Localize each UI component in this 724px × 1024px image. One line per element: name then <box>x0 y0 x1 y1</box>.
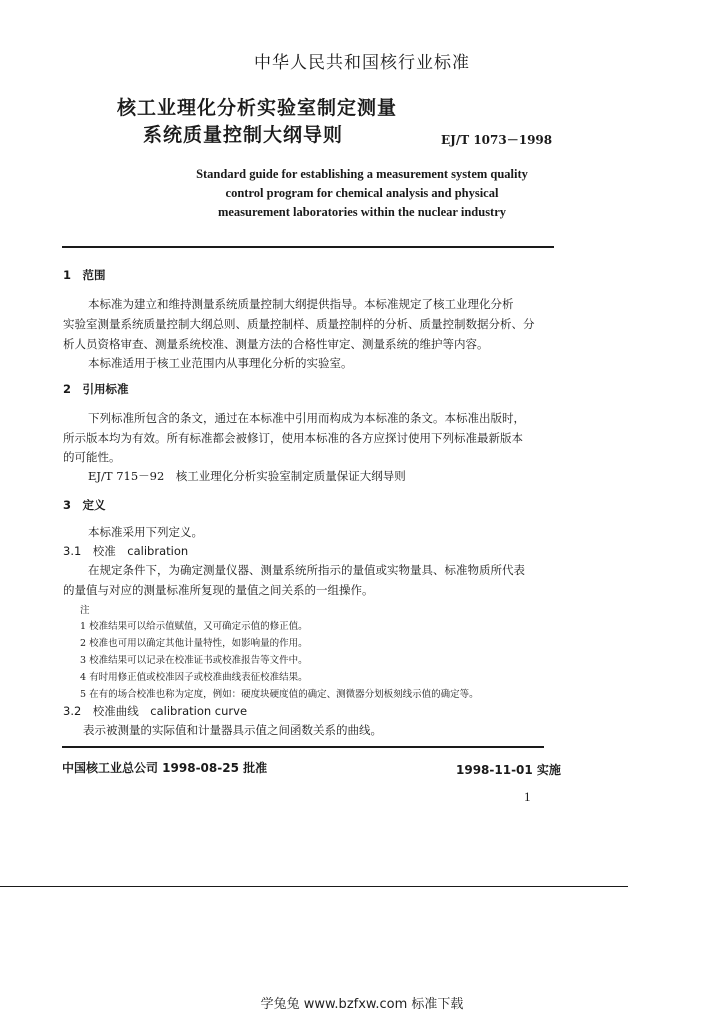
english-title-line2: control program for chemical analysis and physical <box>225 186 499 200</box>
reference-standard: EJ/T 715－92 核工业理化分析实验室制定质量保证大纲导则 <box>88 469 406 483</box>
references-paragraph-line: 的可能性。 <box>63 450 121 464</box>
definition-calibration-heading: 3.1 校准 calibration <box>63 544 189 558</box>
definition-calibration-curve-text: 表示被测量的实际值和计量器具示值之间函数关系的曲线。 <box>83 723 382 737</box>
note-item: 3 校准结果可以记录在校准证书或校准报告等文件中。 <box>80 655 308 666</box>
definition-calibration-text: 的量值与对应的测量标准所复现的量值之间关系的一组操作。 <box>63 583 374 597</box>
note-item: 4 有时用修正值或校准因子或校准曲线表征校准结果。 <box>80 672 308 683</box>
english-title-line3: measurement laboratories within the nuclear industry <box>217 205 507 219</box>
definition-calibration-curve-heading: 3.2 校准曲线 calibration curve <box>63 704 248 718</box>
scope-paragraph-line: 析人员资格审查、测量系统校准、测量方法的合格性审定、测量系统的维护等内容。 <box>63 337 489 351</box>
section-heading-scope: 1 范围 <box>63 268 106 282</box>
header-rule <box>62 246 554 248</box>
definition-calibration-text: 在规定条件下，为确定测量仪器、测量系统所指示的量值或实物量具、标准物质所代表 <box>88 563 525 577</box>
section-heading-references: 2 引用标准 <box>63 382 129 396</box>
note-item: 1 校准结果可以给示值赋值，又可确定示值的修正值。 <box>80 621 308 632</box>
references-paragraph-line: 所示版本均为有效。所有标准都会被修订，使用本标准的各方应探讨使用下列标准最新版本 <box>63 431 523 445</box>
standard-code: EJ/T 1073－1998 <box>441 133 553 147</box>
note-item: 2 校准也可用以确定其他计量特性，如影响量的作用。 <box>80 638 308 649</box>
note-item: 5 在有的场合校准也称为定度，例如：硬度块硬度值的确定、测微器分划板刻线示值的确定等。 <box>80 689 479 700</box>
scope-applicability: 本标准适用于核工业范围内从事理化分析的实验室。 <box>88 356 353 370</box>
definitions-intro: 本标准采用下列定义。 <box>88 525 203 539</box>
document-title-line2: 系统质量控制大纲导则 <box>143 124 344 146</box>
implementation-date: 1998-11-01 实施 <box>456 763 561 777</box>
footer-rule <box>62 746 544 748</box>
page-number: 1 <box>524 789 531 804</box>
english-title-line1: Standard guide for establishing a measurement system quality <box>196 167 528 181</box>
watermark-text: 学兔兔 www.bzfxw.com 标准下载 <box>260 997 464 1012</box>
document-title-line1: 核工业理化分析实验室制定测量 <box>117 97 398 119</box>
standard-category-header: 中华人民共和国核行业标准 <box>254 53 470 73</box>
references-paragraph-line: 下列标准所包含的条文，通过在本标准中引用而构成为本标准的条文。本标准出版时， <box>88 411 525 425</box>
scope-paragraph-line: 实验室测量系统质量控制大纲总则、质量控制样、质量控制样的分析、质量控制数据分析、分 <box>63 317 535 331</box>
note-label: 注 <box>80 605 90 616</box>
section-heading-definitions: 3 定义 <box>63 498 106 512</box>
scope-paragraph-line: 本标准为建立和维持测量系统质量控制大纲提供指导。本标准规定了核工业理化分析 <box>88 297 514 311</box>
page-bottom-rule <box>0 886 628 887</box>
approval-info: 中国核工业总公司 1998-08-25 批准 <box>62 761 268 775</box>
